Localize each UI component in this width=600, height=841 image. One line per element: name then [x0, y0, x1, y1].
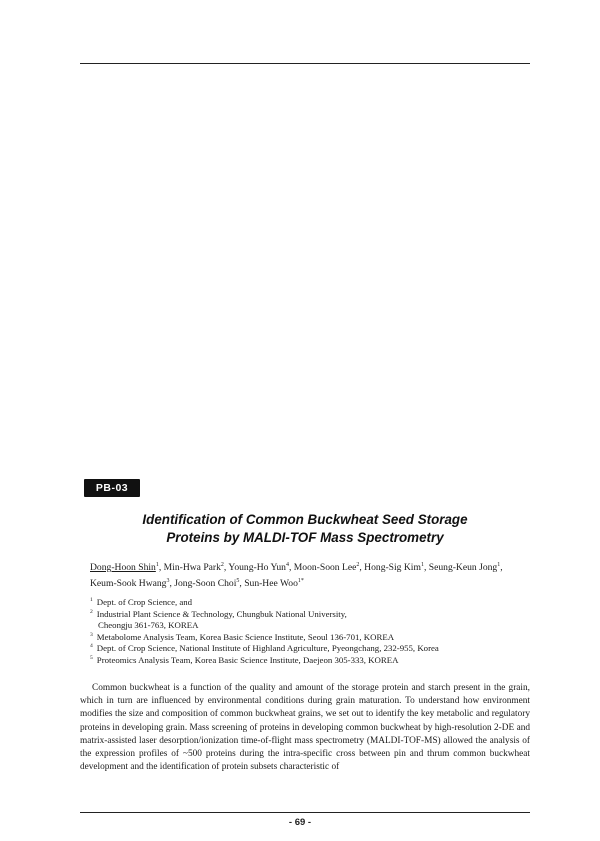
author [294, 562, 364, 573]
session-badge: PB-03 [84, 479, 140, 497]
author-affil-mark: 1* [297, 577, 304, 584]
author-name: Sun-Hee Woo [244, 577, 298, 589]
page-number: - 69 - [288, 817, 312, 828]
author-separator: , [158, 562, 164, 573]
author-separator: , [169, 577, 175, 589]
author [244, 578, 304, 589]
author [228, 562, 293, 573]
author-separator: , [359, 562, 365, 573]
author-affil-mark: 1 [155, 561, 159, 568]
affiliation-mark: 3 [90, 631, 93, 638]
author-separator: , [423, 562, 429, 573]
author-affil-mark: 1 [497, 561, 501, 568]
author-separator: , [239, 577, 245, 589]
title-line-1: Identification of Common Buckwheat Seed Storage [142, 512, 468, 527]
author-affil-mark: 5 [236, 577, 240, 584]
affiliation-text: Dept. of Crop Science, and [96, 597, 193, 607]
affiliation-mark: 4 [90, 643, 93, 650]
author-name: Moon-Soon Lee [293, 562, 357, 573]
author-separator: , [223, 562, 229, 573]
paper-title [80, 511, 530, 547]
affiliation-text: Cheongju 361-763, KOREA [98, 620, 199, 631]
author-affil-mark: 1 [420, 561, 424, 568]
affiliation [90, 643, 530, 655]
author-name: Dong-Hoon Shin [90, 562, 156, 573]
abstract-text: Common buckwheat is a function of the quality and amount of the storage protein and starch present in the grain, which in turn are influenced by environmental conditions during grain maturation. To understand how environment modifies the size and composition of common buckwheat grains, we set out to identify the key metabolic and regulatory proteins in developing grain. Mass screening of proteins in developing common buckwheat by high-resolution 2-DE and matrix-assisted laser desorption/ionization time-of-flight mass spectrometry (MALDI-TOF-MS) allowed the analysis of the expression profiles of ~500 proteins during the intra-specific cross between pin and thrum common buckwheat development and the identification of protein subsets characteristic of [80, 683, 530, 773]
affiliation-text: Industrial Plant Science & Technology, Chungbuk National University, [96, 608, 347, 619]
affiliation [90, 655, 530, 667]
author-name: Hong-Sig Kim [364, 562, 421, 573]
affiliation-list [90, 597, 530, 667]
affiliation [90, 609, 530, 621]
affiliation-text: Proteomics Analysis Team, Korea Basic Science Institute, Daejeon 305-333, KOREA [96, 654, 399, 665]
author-affil-mark: 3 [166, 577, 170, 584]
author [364, 562, 429, 573]
affiliation-mark: 2 [90, 608, 93, 615]
author [164, 562, 229, 573]
title-line-2: Proteins by MALDI-TOF Mass Spectrometry [166, 530, 444, 545]
affiliation-mark: 1 [90, 597, 93, 604]
affiliation-mark: 5 [90, 655, 93, 662]
bottom-rule [80, 812, 530, 813]
affiliation [90, 597, 530, 609]
top-rule [80, 63, 530, 64]
author-name: Seung-Keun Jong [428, 562, 498, 573]
author [174, 578, 244, 589]
author [90, 578, 174, 589]
author-name: Min-Hwa Park [163, 562, 221, 573]
affiliation [90, 632, 530, 644]
affiliation-text: Dept. of Crop Science, National Institute of Highland Agriculture, Pyeongchang, 232-955, Korea [96, 643, 439, 654]
author-separator: , [500, 562, 503, 573]
author-list [90, 560, 530, 591]
author-separator: , [288, 562, 294, 573]
author [90, 562, 164, 573]
author [429, 562, 503, 573]
author-name: Keum-Sook Hwang [90, 577, 167, 589]
author-affil-mark: 2 [356, 561, 360, 568]
author-affil-mark: 2 [220, 561, 224, 568]
affiliation-text: Metabolome Analysis Team, Korea Basic Science Institute, Seoul 136-701, KOREA [96, 631, 395, 642]
author-name: Young-Ho Yun [228, 562, 286, 573]
affiliation-continuation [90, 620, 530, 632]
author-affil-mark: 4 [285, 561, 289, 568]
author-name: Jong-Soon Choi [174, 577, 237, 589]
